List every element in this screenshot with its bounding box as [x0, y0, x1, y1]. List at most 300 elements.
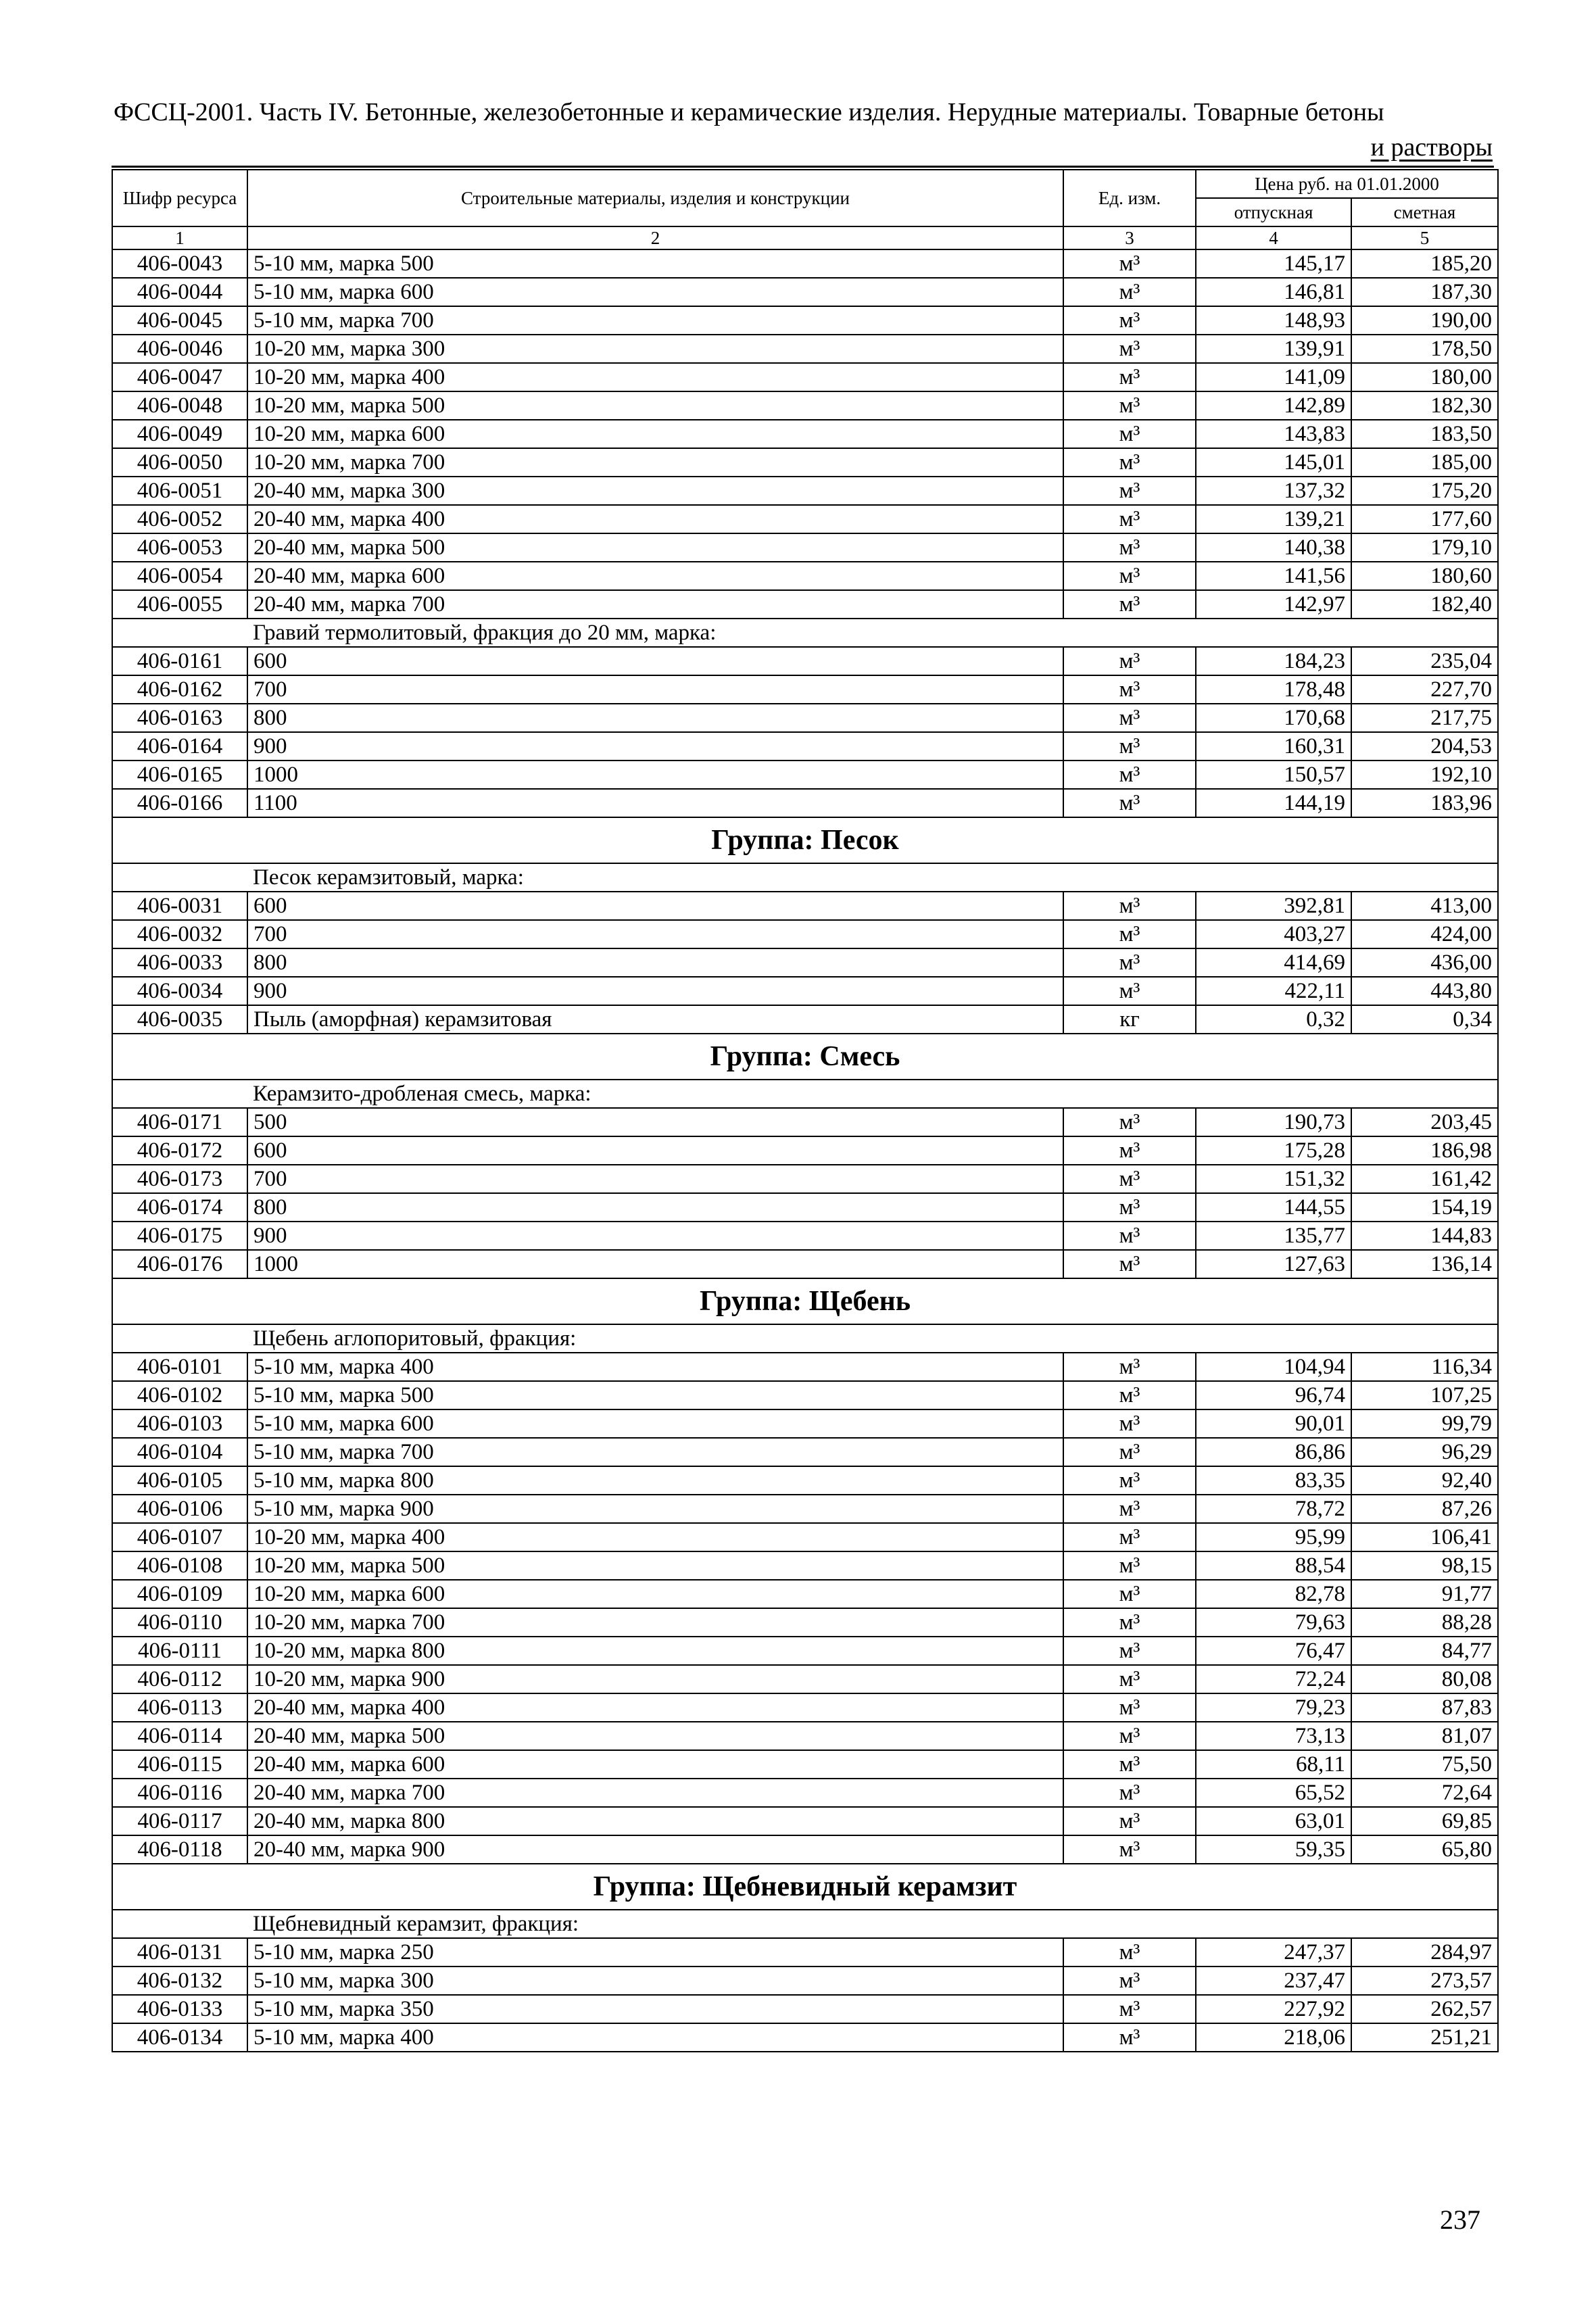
- subgroup-title: Щебень аглопоритовый, фракция:: [247, 1324, 1498, 1353]
- cell-release: 59,35: [1196, 1835, 1351, 1864]
- table-row: [112, 1466, 1498, 1495]
- cell-name: 600: [247, 892, 1063, 920]
- cell-name: 10-20 мм, марка 600: [247, 420, 1063, 448]
- cell-estimate: 116,34: [1351, 1353, 1498, 1381]
- cell-release: 184,23: [1196, 647, 1351, 675]
- cell-unit: м³: [1063, 533, 1196, 562]
- cell-name: 20-40 мм, марка 700: [247, 590, 1063, 619]
- cell-code: 406-0107: [112, 1523, 247, 1551]
- cell-estimate: 262,57: [1351, 1995, 1498, 2023]
- cell-name: 10-20 мм, марка 600: [247, 1580, 1063, 1608]
- cell-release: 96,74: [1196, 1381, 1351, 1409]
- col-code-header: Шифр ресурса: [112, 170, 247, 226]
- cell-code: 406-0118: [112, 1835, 247, 1864]
- cell-code: 406-0132: [112, 1967, 247, 1995]
- cell-name: 5-10 мм, марка 800: [247, 1466, 1063, 1495]
- cell-release: 170,68: [1196, 704, 1351, 732]
- cell-unit: м³: [1063, 1637, 1196, 1665]
- cell-estimate: 413,00: [1351, 892, 1498, 920]
- table-row: [112, 533, 1498, 562]
- cell-unit: м³: [1063, 1995, 1196, 2023]
- cell-name: 20-40 мм, марка 400: [247, 1693, 1063, 1722]
- cell-code: 406-0112: [112, 1665, 247, 1693]
- cell-release: 422,11: [1196, 977, 1351, 1005]
- cell-unit: м³: [1063, 1495, 1196, 1523]
- cell-estimate: 443,80: [1351, 977, 1498, 1005]
- cell-name: 10-20 мм, марка 500: [247, 391, 1063, 420]
- cell-estimate: 177,60: [1351, 505, 1498, 533]
- cell-release: 83,35: [1196, 1466, 1351, 1495]
- cell-unit: м³: [1063, 420, 1196, 448]
- cell-name: 1000: [247, 761, 1063, 789]
- cell-name: 20-40 мм, марка 700: [247, 1779, 1063, 1807]
- table-row: [112, 420, 1498, 448]
- cell-unit: м³: [1063, 1693, 1196, 1722]
- cell-unit: м³: [1063, 1409, 1196, 1438]
- cell-name: 5-10 мм, марка 400: [247, 1353, 1063, 1381]
- cell-estimate: 436,00: [1351, 948, 1498, 977]
- cell-release: 0,32: [1196, 1005, 1351, 1034]
- cell-release: 145,17: [1196, 249, 1351, 278]
- cell-estimate: 182,30: [1351, 391, 1498, 420]
- table-row: [112, 306, 1498, 335]
- cell-code: 406-0116: [112, 1779, 247, 1807]
- cell-estimate: 227,70: [1351, 675, 1498, 704]
- cell-code: 406-0054: [112, 562, 247, 590]
- table-body: [112, 249, 1498, 2052]
- cell-unit: м³: [1063, 1250, 1196, 1278]
- cell-estimate: 186,98: [1351, 1136, 1498, 1165]
- cell-name: 500: [247, 1108, 1063, 1136]
- cell-unit: м³: [1063, 1381, 1196, 1409]
- cell-name: 10-20 мм, марка 400: [247, 363, 1063, 391]
- table-row: [112, 363, 1498, 391]
- cell-release: 76,47: [1196, 1637, 1351, 1665]
- cell-unit: м³: [1063, 1193, 1196, 1222]
- cell-release: 145,01: [1196, 448, 1351, 477]
- cell-code: 406-0044: [112, 278, 247, 306]
- cell-code: 406-0114: [112, 1722, 247, 1750]
- table-row: [112, 391, 1498, 420]
- cell-name: 20-40 мм, марка 300: [247, 477, 1063, 505]
- subgroup-code-cell: [112, 1324, 247, 1353]
- cell-release: 139,91: [1196, 335, 1351, 363]
- group-heading-row: [112, 817, 1498, 863]
- cell-release: 79,63: [1196, 1608, 1351, 1637]
- cell-code: 406-0052: [112, 505, 247, 533]
- cell-name: 5-10 мм, марка 600: [247, 1409, 1063, 1438]
- cell-release: 178,48: [1196, 675, 1351, 704]
- cell-code: 406-0053: [112, 533, 247, 562]
- table-row: [112, 1551, 1498, 1580]
- cell-code: 406-0176: [112, 1250, 247, 1278]
- col-name-header: Строительные материалы, изделия и конструкции: [247, 170, 1063, 226]
- cell-code: 406-0162: [112, 675, 247, 704]
- cell-estimate: 107,25: [1351, 1381, 1498, 1409]
- cell-estimate: 106,41: [1351, 1523, 1498, 1551]
- cell-name: 20-40 мм, марка 500: [247, 1722, 1063, 1750]
- group-title: Группа: Песок: [112, 817, 1498, 863]
- cell-unit: м³: [1063, 1108, 1196, 1136]
- cell-estimate: 183,50: [1351, 420, 1498, 448]
- cell-estimate: 251,21: [1351, 2023, 1498, 2052]
- cell-estimate: 92,40: [1351, 1466, 1498, 1495]
- cell-name: 900: [247, 977, 1063, 1005]
- cell-code: 406-0045: [112, 306, 247, 335]
- table-row: [112, 477, 1498, 505]
- cell-code: 406-0133: [112, 1995, 247, 2023]
- cell-unit: м³: [1063, 363, 1196, 391]
- table-row: [112, 448, 1498, 477]
- table-row: [112, 1523, 1498, 1551]
- header-rule: [112, 166, 1494, 168]
- cell-name: 600: [247, 647, 1063, 675]
- cell-name: 5-10 мм, марка 600: [247, 278, 1063, 306]
- table-row: [112, 948, 1498, 977]
- cell-unit: м³: [1063, 1466, 1196, 1495]
- subgroup-row: [112, 863, 1498, 892]
- cell-estimate: 96,29: [1351, 1438, 1498, 1466]
- cell-code: 406-0049: [112, 420, 247, 448]
- cell-estimate: 81,07: [1351, 1722, 1498, 1750]
- cell-name: Пыль (аморфная) керамзитовая: [247, 1005, 1063, 1034]
- cell-release: 137,32: [1196, 477, 1351, 505]
- cell-estimate: 84,77: [1351, 1637, 1498, 1665]
- cell-name: 600: [247, 1136, 1063, 1165]
- cell-unit: м³: [1063, 948, 1196, 977]
- cell-name: 800: [247, 704, 1063, 732]
- cell-unit: м³: [1063, 732, 1196, 761]
- cell-release: 65,52: [1196, 1779, 1351, 1807]
- table-header: [112, 170, 1498, 249]
- cell-release: 227,92: [1196, 1995, 1351, 2023]
- subgroup-title: Керамзито-дробленая смесь, марка:: [247, 1080, 1498, 1108]
- cell-name: 700: [247, 920, 1063, 948]
- table-row: [112, 278, 1498, 306]
- cell-code: 406-0047: [112, 363, 247, 391]
- subgroup-row: [112, 619, 1498, 647]
- cell-name: 800: [247, 948, 1063, 977]
- cell-unit: м³: [1063, 1967, 1196, 1995]
- cell-code: 406-0115: [112, 1750, 247, 1779]
- cell-name: 900: [247, 1222, 1063, 1250]
- cell-code: 406-0174: [112, 1193, 247, 1222]
- table-row: [112, 1835, 1498, 1864]
- col-num-2: 2: [247, 226, 1063, 249]
- cell-estimate: 273,57: [1351, 1967, 1498, 1995]
- subgroup-row: [112, 1324, 1498, 1353]
- cell-release: 95,99: [1196, 1523, 1351, 1551]
- cell-estimate: 185,20: [1351, 249, 1498, 278]
- cell-estimate: 190,00: [1351, 306, 1498, 335]
- table-row: [112, 1995, 1498, 2023]
- cell-code: 406-0117: [112, 1807, 247, 1835]
- cell-release: 141,09: [1196, 363, 1351, 391]
- cell-name: 5-10 мм, марка 300: [247, 1967, 1063, 1995]
- cell-estimate: 180,00: [1351, 363, 1498, 391]
- cell-unit: м³: [1063, 761, 1196, 789]
- table-row: [112, 920, 1498, 948]
- cell-estimate: 98,15: [1351, 1551, 1498, 1580]
- cell-name: 10-20 мм, марка 700: [247, 448, 1063, 477]
- table-row: [112, 761, 1498, 789]
- cell-estimate: 0,34: [1351, 1005, 1498, 1034]
- subgroup-title: Песок керамзитовый, марка:: [247, 863, 1498, 892]
- cell-unit: м³: [1063, 278, 1196, 306]
- table-row: [112, 1193, 1498, 1222]
- cell-release: 139,21: [1196, 505, 1351, 533]
- col-price-header: Цена руб. на 01.01.2000: [1196, 170, 1498, 198]
- cell-name: 5-10 мм, марка 700: [247, 1438, 1063, 1466]
- cell-code: 406-0106: [112, 1495, 247, 1523]
- table-row: [112, 647, 1498, 675]
- cell-code: 406-0031: [112, 892, 247, 920]
- table-row: [112, 1750, 1498, 1779]
- group-title: Группа: Щебень: [112, 1278, 1498, 1324]
- cell-code: 406-0032: [112, 920, 247, 948]
- cell-release: 237,47: [1196, 1967, 1351, 1995]
- cell-release: 160,31: [1196, 732, 1351, 761]
- cell-estimate: 192,10: [1351, 761, 1498, 789]
- cell-unit: м³: [1063, 892, 1196, 920]
- cell-estimate: 69,85: [1351, 1807, 1498, 1835]
- cell-name: 10-20 мм, марка 700: [247, 1608, 1063, 1637]
- cell-code: 406-0171: [112, 1108, 247, 1136]
- cell-release: 151,32: [1196, 1165, 1351, 1193]
- cell-release: 73,13: [1196, 1722, 1351, 1750]
- cell-unit: м³: [1063, 2023, 1196, 2052]
- cell-code: 406-0104: [112, 1438, 247, 1466]
- subgroup-row: [112, 1910, 1498, 1938]
- cell-estimate: 144,83: [1351, 1222, 1498, 1250]
- cell-release: 79,23: [1196, 1693, 1351, 1722]
- cell-name: 1000: [247, 1250, 1063, 1278]
- cell-release: 72,24: [1196, 1665, 1351, 1693]
- running-header: [114, 95, 1493, 165]
- table-row: [112, 704, 1498, 732]
- cell-code: 406-0046: [112, 335, 247, 363]
- table-row: [112, 1495, 1498, 1523]
- cell-estimate: 154,19: [1351, 1193, 1498, 1222]
- cell-estimate: 217,75: [1351, 704, 1498, 732]
- cell-name: 10-20 мм, марка 400: [247, 1523, 1063, 1551]
- subgroup-code-cell: [112, 863, 247, 892]
- cell-code: 406-0033: [112, 948, 247, 977]
- table-row: [112, 1136, 1498, 1165]
- cell-name: 1100: [247, 789, 1063, 817]
- cell-code: 406-0163: [112, 704, 247, 732]
- table-row: [112, 1381, 1498, 1409]
- cell-unit: м³: [1063, 1438, 1196, 1466]
- cell-name: 900: [247, 732, 1063, 761]
- table-row: [112, 1608, 1498, 1637]
- cell-estimate: 99,79: [1351, 1409, 1498, 1438]
- cell-estimate: 87,83: [1351, 1693, 1498, 1722]
- cell-release: 190,73: [1196, 1108, 1351, 1136]
- cell-name: 20-40 мм, марка 600: [247, 1750, 1063, 1779]
- cell-code: 406-0175: [112, 1222, 247, 1250]
- cell-code: 406-0172: [112, 1136, 247, 1165]
- table-row: [112, 675, 1498, 704]
- cell-unit: м³: [1063, 1938, 1196, 1967]
- cell-release: 403,27: [1196, 920, 1351, 948]
- table-row: [112, 1779, 1498, 1807]
- cell-release: 143,83: [1196, 420, 1351, 448]
- table-row: [112, 892, 1498, 920]
- cell-code: 406-0035: [112, 1005, 247, 1034]
- cell-estimate: 75,50: [1351, 1750, 1498, 1779]
- table-row: [112, 1005, 1498, 1034]
- cell-unit: м³: [1063, 1523, 1196, 1551]
- cell-release: 141,56: [1196, 562, 1351, 590]
- cell-unit: м³: [1063, 590, 1196, 619]
- cell-name: 5-10 мм, марка 250: [247, 1938, 1063, 1967]
- cell-estimate: 235,04: [1351, 647, 1498, 675]
- cell-name: 20-40 мм, марка 800: [247, 1807, 1063, 1835]
- cell-unit: м³: [1063, 562, 1196, 590]
- cell-release: 142,97: [1196, 590, 1351, 619]
- cell-unit: м³: [1063, 977, 1196, 1005]
- subgroup-title: Гравий термолитовый, фракция до 20 мм, марка:: [247, 619, 1498, 647]
- table-row: [112, 732, 1498, 761]
- cell-name: 5-10 мм, марка 900: [247, 1495, 1063, 1523]
- col-release-header: отпускная: [1196, 198, 1351, 226]
- table-row: [112, 1438, 1498, 1466]
- cell-release: 68,11: [1196, 1750, 1351, 1779]
- cell-code: 406-0048: [112, 391, 247, 420]
- cell-estimate: 72,64: [1351, 1779, 1498, 1807]
- table-row: [112, 2023, 1498, 2052]
- cell-unit: м³: [1063, 1750, 1196, 1779]
- cell-estimate: 203,45: [1351, 1108, 1498, 1136]
- cell-code: 406-0034: [112, 977, 247, 1005]
- cell-release: 104,94: [1196, 1353, 1351, 1381]
- cell-estimate: 180,60: [1351, 562, 1498, 590]
- table-row: [112, 335, 1498, 363]
- cell-code: 406-0134: [112, 2023, 247, 2052]
- table-row: [112, 562, 1498, 590]
- cell-name: 20-40 мм, марка 400: [247, 505, 1063, 533]
- cell-release: 127,63: [1196, 1250, 1351, 1278]
- cell-name: 700: [247, 675, 1063, 704]
- cell-estimate: 204,53: [1351, 732, 1498, 761]
- cell-name: 800: [247, 1193, 1063, 1222]
- col-num-3: 3: [1063, 226, 1196, 249]
- cell-unit: м³: [1063, 789, 1196, 817]
- cell-estimate: 91,77: [1351, 1580, 1498, 1608]
- cell-estimate: 87,26: [1351, 1495, 1498, 1523]
- cell-release: 218,06: [1196, 2023, 1351, 2052]
- cell-code: 406-0131: [112, 1938, 247, 1967]
- cell-code: 406-0102: [112, 1381, 247, 1409]
- col-num-4: 4: [1196, 226, 1351, 249]
- cell-release: 144,55: [1196, 1193, 1351, 1222]
- table-row: [112, 249, 1498, 278]
- cell-estimate: 178,50: [1351, 335, 1498, 363]
- cell-code: 406-0103: [112, 1409, 247, 1438]
- cell-unit: м³: [1063, 1779, 1196, 1807]
- cell-code: 406-0050: [112, 448, 247, 477]
- cell-unit: м³: [1063, 1608, 1196, 1637]
- table-row: [112, 1722, 1498, 1750]
- table-row: [112, 1165, 1498, 1193]
- cell-estimate: 424,00: [1351, 920, 1498, 948]
- cell-estimate: 161,42: [1351, 1165, 1498, 1193]
- subgroup-code-cell: [112, 619, 247, 647]
- cell-code: 406-0051: [112, 477, 247, 505]
- cell-unit: м³: [1063, 306, 1196, 335]
- cell-code: 406-0161: [112, 647, 247, 675]
- cell-estimate: 179,10: [1351, 533, 1498, 562]
- cell-estimate: 182,40: [1351, 590, 1498, 619]
- col-estimate-header: сметная: [1351, 198, 1498, 226]
- table-row: [112, 590, 1498, 619]
- cell-estimate: 80,08: [1351, 1665, 1498, 1693]
- cell-release: 140,38: [1196, 533, 1351, 562]
- cell-code: 406-0166: [112, 789, 247, 817]
- cell-unit: м³: [1063, 448, 1196, 477]
- table-row: [112, 1108, 1498, 1136]
- table-row: [112, 1222, 1498, 1250]
- cell-unit: м³: [1063, 704, 1196, 732]
- cell-release: 86,86: [1196, 1438, 1351, 1466]
- cell-unit: м³: [1063, 1807, 1196, 1835]
- cell-unit: м³: [1063, 675, 1196, 704]
- col-num-5: 5: [1351, 226, 1498, 249]
- cell-estimate: 187,30: [1351, 278, 1498, 306]
- cell-name: 700: [247, 1165, 1063, 1193]
- subgroup-code-cell: [112, 1910, 247, 1938]
- cell-estimate: 136,14: [1351, 1250, 1498, 1278]
- cell-code: 406-0110: [112, 1608, 247, 1637]
- cell-name: 10-20 мм, марка 900: [247, 1665, 1063, 1693]
- table-row: [112, 1250, 1498, 1278]
- cell-code: 406-0055: [112, 590, 247, 619]
- group-heading-row: [112, 1864, 1498, 1910]
- cell-unit: м³: [1063, 1222, 1196, 1250]
- cell-release: 135,77: [1196, 1222, 1351, 1250]
- cell-estimate: 175,20: [1351, 477, 1498, 505]
- cell-release: 78,72: [1196, 1495, 1351, 1523]
- cell-unit: м³: [1063, 391, 1196, 420]
- group-heading-row: [112, 1278, 1498, 1324]
- cell-unit: м³: [1063, 1835, 1196, 1864]
- cell-name: 10-20 мм, марка 500: [247, 1551, 1063, 1580]
- cell-unit: м³: [1063, 335, 1196, 363]
- cell-release: 150,57: [1196, 761, 1351, 789]
- subgroup-code-cell: [112, 1080, 247, 1108]
- cell-release: 90,01: [1196, 1409, 1351, 1438]
- cell-unit: м³: [1063, 1353, 1196, 1381]
- cell-name: 10-20 мм, марка 300: [247, 335, 1063, 363]
- cell-estimate: 284,97: [1351, 1938, 1498, 1967]
- cell-unit: м³: [1063, 1580, 1196, 1608]
- group-title: Группа: Смесь: [112, 1034, 1498, 1080]
- cell-code: 406-0101: [112, 1353, 247, 1381]
- table-row: [112, 1967, 1498, 1995]
- cell-release: 175,28: [1196, 1136, 1351, 1165]
- table-row: [112, 1807, 1498, 1835]
- table-row: [112, 505, 1498, 533]
- cell-release: 414,69: [1196, 948, 1351, 977]
- cell-unit: кг: [1063, 1005, 1196, 1034]
- cell-name: 20-40 мм, марка 500: [247, 533, 1063, 562]
- cell-estimate: 185,00: [1351, 448, 1498, 477]
- cell-code: 406-0113: [112, 1693, 247, 1722]
- cell-unit: м³: [1063, 1165, 1196, 1193]
- cell-unit: м³: [1063, 1722, 1196, 1750]
- cell-name: 5-10 мм, марка 350: [247, 1995, 1063, 2023]
